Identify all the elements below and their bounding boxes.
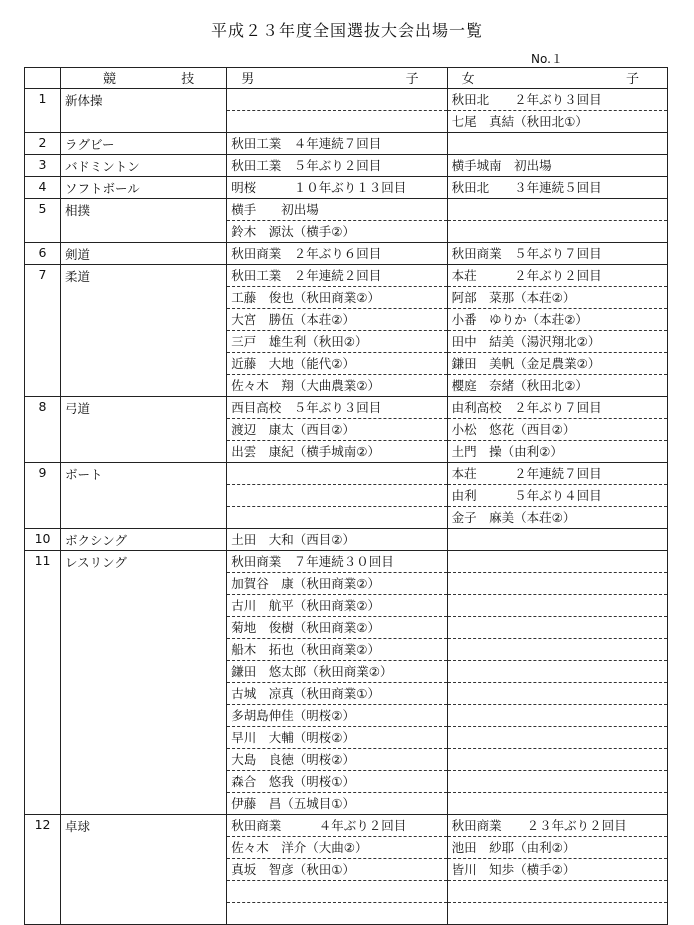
row-number: 6 [25,243,61,265]
table-row [25,265,668,397]
male-entry: 秋田商業 ２年ぶり６回目 [231,246,382,261]
entries-table [24,67,668,925]
female-entry: 小番 ゆりか（本荘②） [448,309,667,331]
male-blank-line [227,507,446,528]
table-row [25,89,668,133]
male-entry: 加賀谷 康（秋田商業②） [227,573,446,595]
row-number: 1 [25,89,61,133]
female-blank-line [448,529,667,550]
male-entries-cell [227,551,447,815]
female-entry: 池田 紗耶（由利②） [448,837,667,859]
female-entry: 由利 ５年ぶり４回目 [448,485,667,507]
male-entry: 西目高校 ５年ぶり３回目 [227,397,446,419]
male-entry: 明桜 １０年ぶり１３回目 [231,180,407,195]
sport-name: 新体操 [61,89,227,133]
document-title: 平成２３年度全国選抜大会出場一覧 [210,21,483,40]
table-row [25,155,668,177]
header-sport-char-2: 技 [181,72,195,87]
female-blank-line [448,771,667,793]
female-entries-cell [447,199,667,243]
table-row [25,177,668,199]
sport-name: ソフトボール [61,177,227,199]
header-male-char-1: 男 [241,72,255,87]
female-entries-cell [447,243,667,265]
male-entry: 近藤 大地（能代②） [227,353,446,375]
female-entry: 由利高校 ２年ぶり７回目 [448,397,667,419]
row-number: 3 [25,155,61,177]
female-blank-line [448,639,667,661]
table-row [25,397,668,463]
male-entry: 秋田工業 ５年ぶり２回目 [231,158,382,173]
female-entries-cell [447,177,667,199]
header-male [227,68,447,89]
header-male-char-2: 子 [405,72,419,87]
female-entries-cell [447,89,667,133]
female-blank-line [448,595,667,617]
table-body [25,89,668,925]
female-entry [448,903,667,924]
male-entry: 森合 悠我（明桜①） [227,771,446,793]
male-entry: 秋田工業 ２年連続２回目 [227,265,446,287]
male-entry: 工藤 俊也（秋田商業②） [227,287,446,309]
male-entry: 大宮 勝伍（本荘②） [227,309,446,331]
male-entry: 船木 拓也（秋田商業②） [227,639,446,661]
female-entry: 秋田商業 ２３年ぶり２回目 [448,815,667,837]
female-entries-cell [447,551,667,815]
male-entry: 横手 初出場 [227,199,446,221]
male-entries-cell [227,815,447,925]
female-entry: 土門 操（由利②） [451,444,563,459]
female-entry: 田中 結美（湯沢翔北②） [448,331,667,353]
male-entries-cell [227,463,447,529]
male-entry: 真坂 智彦（秋田①） [227,859,446,881]
female-entries-cell [447,397,667,463]
female-entry: 阿部 菜那（本荘②） [448,287,667,309]
female-entry: 鎌田 美帆（金足農業②） [448,353,667,375]
female-entry: 皆川 知歩（横手②） [448,859,667,881]
header-female-char-1: 女 [461,72,475,87]
male-entries-cell [227,133,447,155]
male-entry: 渡辺 康太（西目②） [227,419,446,441]
female-entries-cell [447,265,667,397]
row-number: 12 [25,815,61,925]
sport-name: レスリング [61,551,227,815]
male-entries-cell [227,155,447,177]
female-blank-line [448,199,667,221]
female-blank-line [448,793,667,814]
female-entries-cell [447,133,667,155]
male-entry: 秋田工業 ４年連続７回目 [231,136,382,151]
female-entry: 秋田商業 ５年ぶり７回目 [451,246,602,261]
male-entries-cell [227,177,447,199]
sport-name: ラグビー [61,133,227,155]
sport-name: 相撲 [61,199,227,243]
male-entry: 鎌田 悠太郎（秋田商業②） [227,661,446,683]
female-entries-cell [447,815,667,925]
row-number: 9 [25,463,61,529]
male-entries-cell [227,243,447,265]
page-number: No.１ [531,52,563,66]
female-blank-line [448,221,667,242]
male-entry: 佐々木 翔（大曲農業②） [231,378,381,393]
row-number: 5 [25,199,61,243]
female-entries-cell [447,463,667,529]
female-entry: 七尾 真結（秋田北①） [451,114,588,129]
male-entry: 古城 凉真（秋田商業①） [227,683,446,705]
header-female-char-2: 子 [625,72,639,87]
table-row [25,463,668,529]
sport-name: 卓球 [61,815,227,925]
male-entry [227,903,446,924]
table-header-row [25,68,668,89]
male-entry: 多胡島伸佳（明桜②） [227,705,446,727]
female-entry: 小松 悠花（西目②） [448,419,667,441]
female-entry: 秋田北 ２年ぶり３回目 [448,89,667,111]
table-row [25,551,668,815]
female-blank-line [448,661,667,683]
male-entry: 早川 大輔（明桜②） [227,727,446,749]
male-blank-line [227,463,446,485]
male-entry: 土田 大和（西目②） [231,532,356,547]
male-entry: 佐々木 洋介（大曲②） [227,837,446,859]
female-entry: 本荘 ２年連続７回目 [448,463,667,485]
male-blank-line [227,89,446,111]
male-entry: 鈴木 源汰（横手②） [231,224,356,239]
row-number: 10 [25,529,61,551]
male-entry: 伊藤 昌（五城目①） [231,796,356,811]
male-entry: 大島 良徳（明桜②） [227,749,446,771]
female-entry: 本荘 ２年ぶり２回目 [448,265,667,287]
female-blank-line [448,705,667,727]
male-entry: 菊地 俊樹（秋田商業②） [227,617,446,639]
row-number: 2 [25,133,61,155]
female-entries-cell [447,529,667,551]
header-female [447,68,667,89]
sport-name: 弓道 [61,397,227,463]
female-entry: 秋田北 ３年連続５回目 [451,180,602,195]
table-row [25,815,668,925]
female-entries-cell [447,155,667,177]
sport-name: ボート [61,463,227,529]
sport-name: 剣道 [61,243,227,265]
sport-name: バドミントン [61,155,227,177]
female-blank-line [448,573,667,595]
male-entries-cell [227,199,447,243]
table-row [25,243,668,265]
header-sport [61,68,227,89]
male-entry: 古川 航平（秋田商業②） [227,595,446,617]
row-number: 7 [25,265,61,397]
header-sport-char-1: 競 [103,72,117,87]
female-blank-line [448,749,667,771]
female-entry: 金子 麻美（本荘②） [451,510,576,525]
row-number: 8 [25,397,61,463]
male-entries-cell [227,265,447,397]
table-row [25,133,668,155]
male-entries-cell [227,529,447,551]
male-entries-cell [227,397,447,463]
female-entry: 横手城南 初出場 [451,158,552,173]
sport-name: ボクシング [61,529,227,551]
row-number: 4 [25,177,61,199]
table-row [25,199,668,243]
male-entry: 秋田商業 ４年ぶり２回目 [227,815,446,837]
female-blank-line [448,551,667,573]
header-number [25,68,61,89]
male-blank-line [227,485,446,507]
table-row [25,529,668,551]
sport-name: 柔道 [61,265,227,397]
male-entry: 三戸 雄生利（秋田②） [227,331,446,353]
male-entry: 出雲 康紀（横手城南②） [231,444,381,459]
male-entry: 秋田商業 ７年連続３０回目 [227,551,446,573]
female-entry: 櫻庭 奈緒（秋田北②） [451,378,588,393]
male-entries-cell [227,89,447,133]
female-blank-line [448,683,667,705]
female-blank-line [448,133,667,154]
female-blank-line [448,727,667,749]
female-blank-line [448,617,667,639]
male-blank-line [227,111,446,132]
row-number: 11 [25,551,61,815]
